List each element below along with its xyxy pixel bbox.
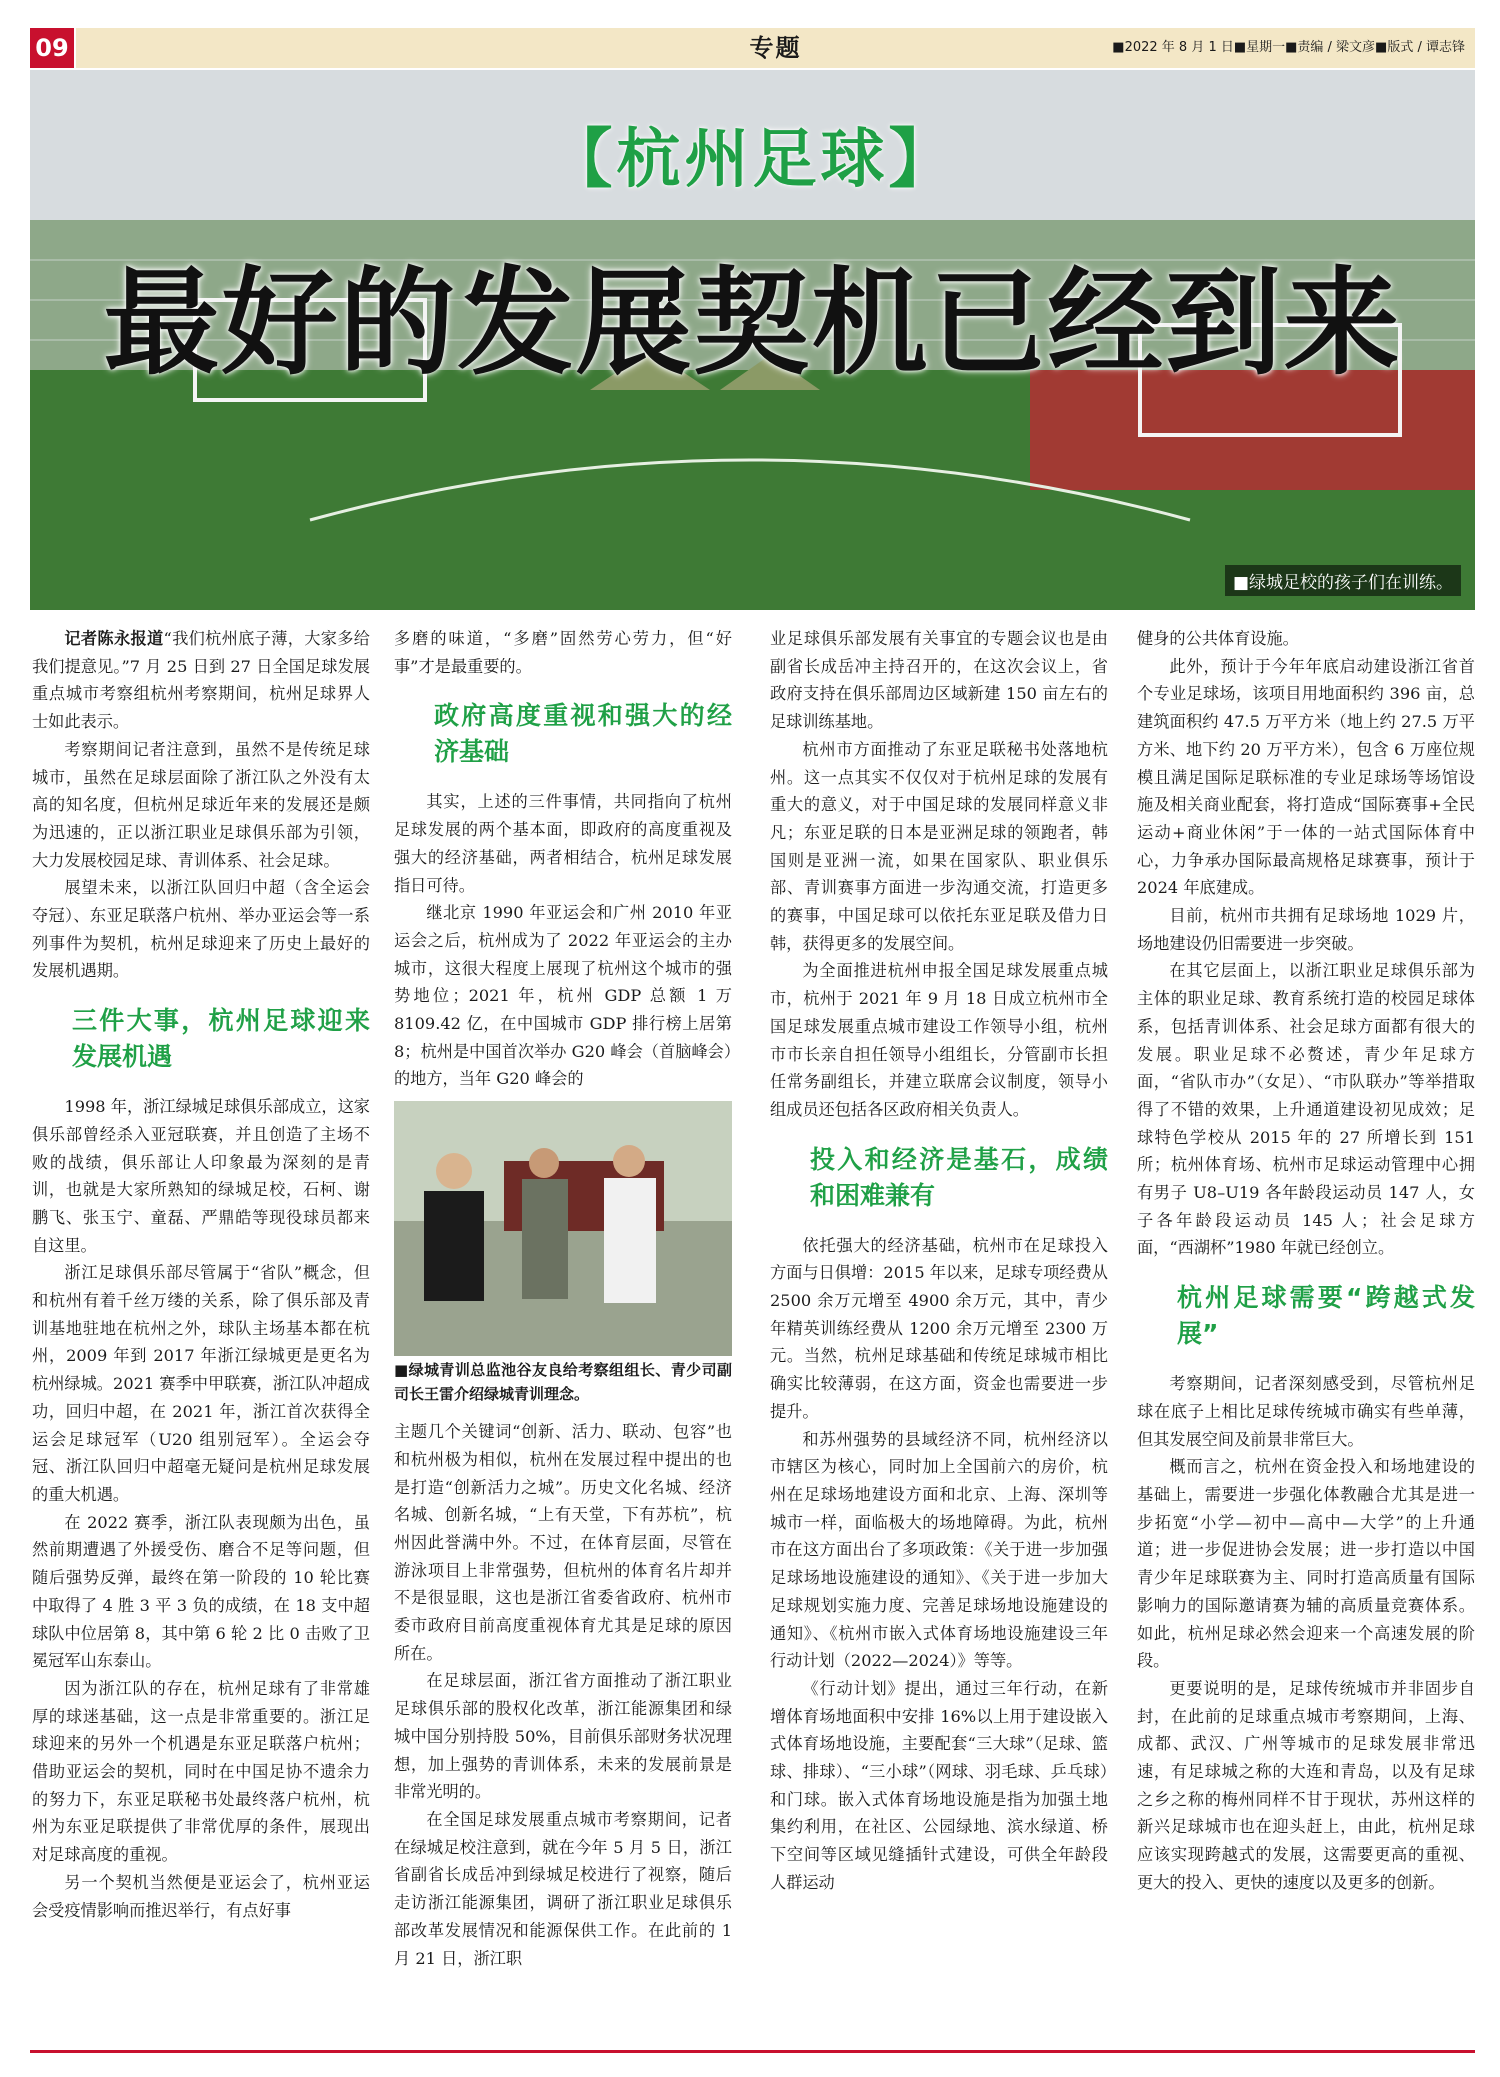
paragraph bbox=[32, 625, 370, 736]
header-bar bbox=[76, 28, 1475, 68]
paragraph: 在 2022 赛季，浙江队表现颇为出色，虽然前期遭遇了外援受伤、磨合不足等问题，但随后强势反弹，最终在第一阶段的 10 轮比赛中取得了 4 胜 3 平 3 负的成绩，在 18 支中超球队中位居第 8，其中第 6 轮 2 比 0 击败了卫冕冠军山东泰山。 bbox=[32, 1512, 370, 1671]
subheading: 投入和经济是基石，成绩和困难兼有 bbox=[810, 1144, 1108, 1210]
hero-photo-caption: ■绿城足校的孩子们在训练。 bbox=[1225, 565, 1461, 596]
paragraph: 目前，杭州市共拥有足球场地 1029 片，场地建设仍旧需要进一步突破。 bbox=[1137, 906, 1475, 953]
paragraph: 考察期间，记者深刻感受到，尽管杭州足球在底子上相比足球传统城市确实有些单薄，但其发展空间及前景非常巨大。 bbox=[1137, 1374, 1475, 1449]
subheading: 政府高度重视和强大的经济基础 bbox=[434, 701, 732, 767]
paragraph: 考察期间记者注意到，虽然不是传统足球城市，虽然在足球层面除了浙江队之外没有太高的知名度，但杭州足球近年来的发展还是颇为迅速的，正以浙江职业足球俱乐部为引领，大力发展校园足球、青训体系、社会足球。 bbox=[32, 739, 370, 870]
paragraph: 继北京 1990 年亚运会和广州 2010 年亚运会之后，杭州成为了 2022 年亚运会的主办城市，这很大程度上展现了杭州这个城市的强势地位；2021 年，杭州 GDP 总额 1 万 8109.42 亿，在中国城市 GDP 排行榜上居第 8；杭州是中国首次举办 G20 峰会（首脑峰会）的地方，当年 G20 峰会的 bbox=[394, 903, 732, 1089]
column-2 bbox=[394, 625, 732, 1972]
bottom-rule bbox=[30, 2050, 1475, 2053]
paragraph: 在足球层面，浙江省方面推动了浙江职业足球俱乐部的股权化改革，浙江能源集团和绿城中国分别持股 50%，目前俱乐部财务状况理想，加上强势的青训体系，未来的发展前景是非常光明的。 bbox=[394, 1671, 732, 1802]
hero-photo bbox=[30, 70, 1475, 610]
interview-photo bbox=[394, 1101, 732, 1356]
paragraph: 依托强大的经济基础，杭州市在足球投入方面与日俱增：2015 年以来，足球专项经费从 2500 余万元增至 4900 余万元，其中，青少年精英训练经费从 1200 余万元增至 2300 万元。当然，杭州足球基础和传统足球城市相比确实比较薄弱，在这方面，资金也需要进一步提升。 bbox=[770, 1235, 1108, 1421]
page-number: 09 bbox=[30, 28, 74, 68]
paragraph: 更要说明的是，足球传统城市并非固步自封，在此前的足球重点城市考察期间，上海、成都、武汉、广州等城市的足球发展非常迅速，有足球城之称的大连和青岛，以及有足球之乡之称的梅州同样不甘于现状，苏州这样的新兴足球城市也在迎头赶上，由此，杭州足球应该实现跨越式的发展，这需要更高的重视、更大的投入、更快的速度以及更多的创新。 bbox=[1137, 1678, 1475, 1892]
paragraph: 展望未来，以浙江队回归中超（含全运会夺冠）、东亚足联落户杭州、举办亚运会等一系列事件为契机，杭州足球迎来了历史上最好的发展机遇期。 bbox=[32, 878, 370, 981]
headline-kicker: 【杭州足球】 bbox=[548, 123, 957, 197]
paragraph-text: “我们杭州底子薄，大家多给我们提意见。”7 月 25 日到 27 日全国足球发展重点城市考察组杭州考察期间，杭州足球界人士如此表示。 bbox=[32, 629, 370, 732]
photo-caption: ■绿城青训总监池谷友良给考察组组长、青少司副司长王雷介绍绿城青训理念。 bbox=[394, 1361, 732, 1404]
paragraph: 为全面推进杭州申报全国足球发展重点城市，杭州于 2021 年 9 月 18 日成立杭州市全国足球发展重点城市建设工作领导小组，杭州市市长亲自担任领导小组组长，分管副市长担任常务副组长，并建立联席会议制度，领导小组成员还包括各区政府相关负责人。 bbox=[770, 961, 1108, 1119]
paragraph: 和苏州强势的县域经济不同，杭州经济以市辖区为核心，同时加上全国前六的房价，杭州在足球场地建设方面和北京、上海、深圳等城市一样，面临极大的场地障碍。为此，杭州市在这方面出台了多项政策：《关于进一步加强足球场地设施建设的通知》、《关于进一步加大足球规划实施力度、完善足球场地设施建设的通知》、《杭州市嵌入式体育场地设施建设三年行动计划（2022—2024）》等等。 bbox=[770, 1429, 1108, 1671]
page-header bbox=[30, 28, 1475, 68]
paragraph: 此外，预计于今年年底启动建设浙江省首个专业足球场，该项目用地面积约 396 亩，总建筑面积约 47.5 万平方米（地上约 27.5 万平方米、地下约 20 万平方米），包含 6 万座位规模且满足国际足联标准的专业足球场等场馆设施及相关商业配套，将打造成“国际赛事+全民运动+商业休闲”于一体的一站式国际体育中心，力争承办国际最高规格足球赛事，预计于 2024 年底建成。 bbox=[1137, 656, 1475, 898]
paragraph: 杭州市方面推动了东亚足联秘书处落地杭州。这一点其实不仅仅对于杭州足球的发展有重大的意义，对于中国足球的发展同样意义非凡；东亚足联的日本是亚洲足球的领跑者，韩国则是亚洲一流，如果在国家队、职业俱乐部、青训赛事方面进一步沟通交流，打造更多的赛事，中国足球可以依托东亚足联及借力日韩，获得更多的发展空间。 bbox=[770, 739, 1108, 953]
byline: 记者陈永报道 bbox=[64, 629, 164, 648]
column-1 bbox=[32, 625, 370, 1924]
paragraph: 其实，上述的三件事情，共同指向了杭州足球发展的两个基本面，即政府的高度重视及强大的经济基础，两者相结合，杭州足球发展指日可待。 bbox=[394, 792, 732, 895]
paragraph: 多磨的味道，“多磨”固然劳心劳力，但“好事”才是最重要的。 bbox=[394, 629, 732, 676]
paragraph: 因为浙江队的存在，杭州足球有了非常雄厚的球迷基础，这一点是非常重要的。浙江足球迎来的另外一个机遇是东亚足联落户杭州；借助亚运会的契机，同时在中国足协不遗余力的努力下，东亚足联秘书处最终落户杭州，杭州为东亚足联提供了非常优厚的条件，展现出对足球高度的重视。 bbox=[32, 1678, 370, 1865]
column-4 bbox=[1137, 625, 1475, 1897]
paragraph: 《行动计划》提出，通过三年行动，在新增体育场地面积中安排 16%以上用于建设嵌入式体育场地设施，主要配套“三大球”（足球、篮球、排球）、“三小球”（网球、羽毛球、乒乓球）和门球。嵌入式体育场地设施是指为加强土地集约利用，在社区、公园绿地、滨水绿道、桥下空间等区域见缝插针式建设，可供全年龄段人群运动 bbox=[770, 1678, 1108, 1892]
paragraph: 主题几个关键词“创新、活力、联动、包容”也和杭州极为相似，杭州在发展过程中提出的也是打造“创新活力之城”。历史文化名城、经济名城、创新名城，“上有天堂，下有苏杭”，杭州因此誉满中外。不过，在体育层面，尽管在游泳项目上非常强势，但杭州的体育名片却并不是很显眼，这也是浙江省委省政府、杭州市委市政府目前高度重视体育尤其是足球的原因所在。 bbox=[394, 1422, 732, 1663]
paragraph: 业足球俱乐部发展有关事宜的专题会议也是由副省长成岳冲主持召开的，在这次会议上，省政府支持在俱乐部周边区域新建 150 亩左右的足球训练基地。 bbox=[770, 629, 1108, 732]
dateline: ■2022 年 8 月 1 日■星期一■责编 / 梁文彦■版式 / 谭志锋 bbox=[1112, 40, 1465, 55]
paragraph: 健身的公共体育设施。 bbox=[1137, 629, 1299, 648]
paragraph: 在其它层面上，以浙江职业足球俱乐部为主体的职业足球、教育系统打造的校园足球体系，包括青训体系、社会足球方面都有很大的发展。职业足球不必赘述，青少年足球方面，“省队市办”（女足）、“市队联办”等举措取得了不错的效果，上升通道建设初见成效；足球特色学校从 2015 年的 27 所增长到 151 所；杭州体育场、杭州市足球运动管理中心拥有男子 U8–U19 各年龄段运动员 147 人，女子各年龄段运动员 145 人；社会足球方面，“西湖杯”1980 年就已经创立。 bbox=[1137, 961, 1475, 1258]
paragraph: 浙江足球俱乐部尽管属于“省队”概念，但和杭州有着千丝万缕的关系，除了俱乐部及青训基地驻地在杭州之外，球队主场基本都在杭州，2009 年到 2017 年浙江绿城更是更名为杭州绿城。2021 赛季中甲联赛，浙江队冲超成功，回归中超，在 2021 年，浙江首次获得全运会足球冠军（U20 组别冠军）。全运会夺冠、浙江队回归中超毫无疑问是杭州足球发展的重大机遇。 bbox=[32, 1263, 370, 1504]
paragraph: 在全国足球发展重点城市考察期间，记者在绿城足校注意到，就在今年 5 月 5 日，浙江省副省长成岳冲到绿城足校进行了视察，随后走访浙江能源集团，调研了浙江职业足球俱乐部改革发展情况和能源保供工作。在此前的 1 月 21 日，浙江职 bbox=[394, 1809, 732, 1968]
paragraph: 1998 年，浙江绿城足球俱乐部成立，这家俱乐部曾经杀入亚冠联赛，并且创造了主场不败的战绩，俱乐部让人印象最为深刻的是青训，也就是大家所熟知的绿城足校，石柯、谢鹏飞、张玉宁、童磊、严鼎皓等现役球员都来自这里。 bbox=[32, 1097, 370, 1255]
subheading: 杭州足球需要“跨越式发展” bbox=[1177, 1283, 1475, 1349]
headline: 最好的发展契机已经到来 bbox=[103, 255, 1402, 391]
subheading: 三件大事，杭州足球迎来发展机遇 bbox=[72, 1006, 370, 1072]
interview-illustration bbox=[394, 1101, 732, 1356]
column-3 bbox=[770, 625, 1108, 1897]
paragraph: 概而言之，杭州在资金投入和场地建设的基础上，需要进一步强化体教融合尤其是进一步拓宽“小学—初中—高中—大学”的上升通道；进一步促进协会发展；进一步打造以中国青少年足球联赛为主、同时打造高质量有国际影响力的国际邀请赛为辅的高质量竞赛体系。如此，杭州足球必然会迎来一个高速发展的阶段。 bbox=[1137, 1457, 1475, 1671]
section-title: 专题 bbox=[749, 34, 802, 62]
paragraph: 另一个契机当然便是亚运会了，杭州亚运会受疫情影响而推迟举行，有点好事 bbox=[32, 1872, 370, 1920]
